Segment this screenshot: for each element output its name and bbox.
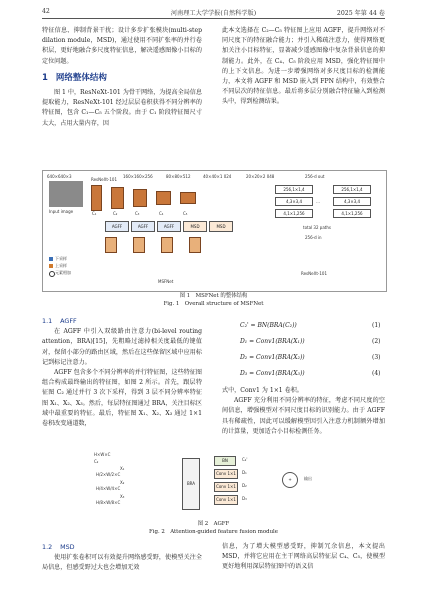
paths-label: total 32 paths (303, 225, 331, 230)
agff-right-text (222, 386, 385, 437)
out-c2p: C₂' (242, 457, 248, 462)
size-c2: 160×160×256 (123, 174, 153, 179)
agff-number: 1.1 (42, 317, 53, 325)
msd-number: 1.2 (42, 543, 53, 551)
left-column-top (42, 26, 202, 129)
msd-right-paragraph: 信息，为了增大模型感受野，抑制冗余信息，本文提出 MSD，并将它应用在主干网络高层特征层 C₄、C₅，使模型更好地利用深层特征图中的语义信 (222, 543, 385, 571)
legend-downsample: 下采样 (55, 256, 67, 261)
stage-block (91, 185, 102, 211)
fig1-caption-cn: 图 1 MSFNet 的整体结构 (179, 293, 248, 299)
agff-box: AGFF (131, 221, 155, 232)
msd-section-right (222, 542, 385, 573)
backbone-label: ResNeXt-101 (91, 177, 117, 182)
fig1-caption-en: Fig. 1 Overall structure of MSFNet (163, 301, 264, 307)
stage-block (133, 189, 147, 207)
size-c5: 20×20×2 048 (246, 174, 275, 179)
running-header (42, 6, 385, 18)
fig2-input-c2: C₂ (94, 459, 99, 464)
dim-x3: H/8×W/8×C (96, 500, 121, 505)
equation-1: C₂' = BN(BRA(C₂)) (240, 322, 297, 329)
conv-box: 4,1×1,256 (275, 209, 313, 218)
stage-block (111, 187, 124, 209)
agff-paragraph-1: 在 AGFF 中引入双级路由注意力(bi-level routing attention，BRA)[15]，先粗略过滤掉相关度最低的键值对，保留小部分的路由区域，然后在这些保留区域中应用标记到标记注意力。 (42, 328, 202, 366)
eq-number: (4) (372, 370, 381, 377)
msd-left-paragraph: 使用扩张卷积可以有效提升网络感受野，使模型关注全局信息，但感受野过大也会增加无效 (42, 554, 202, 572)
resnext-label: ResNeXt-101 (301, 271, 327, 276)
conv-box: 256,1×1,4 (275, 185, 313, 194)
conv-box: 256,1×1,4 (333, 185, 371, 194)
conv-box: Conv 1×1 (214, 495, 238, 505)
input-size: 640×640×3 (47, 174, 72, 179)
fpn-block (133, 237, 145, 253)
fpn-block (161, 237, 173, 253)
section-number: 1 (42, 72, 48, 83)
equation-2: D₁ = Conv1(BRA(X₁)) (240, 338, 305, 345)
msfnet-label: MSFNet (158, 279, 174, 284)
stage-block (180, 192, 196, 204)
conv-box: 4,1×1,256 (333, 209, 371, 218)
input-label: Input image (49, 209, 74, 214)
stage-c5: C₅ (183, 211, 188, 216)
journal-name: 河南理工大学学报(自然科学版) (170, 10, 257, 17)
equation-4: D₃ = Conv1(BRA(X₃)) (240, 370, 305, 377)
branch-x2: X₂ (120, 480, 125, 485)
legend-upsample: 上采样 (55, 263, 67, 268)
fpn-block (105, 237, 117, 253)
ellipsis: … (316, 199, 320, 204)
page-number: 42 (42, 8, 50, 15)
agff-box: AGFF (105, 221, 129, 232)
section-title: 网络整体结构 (55, 72, 107, 83)
size-c3: 80×80×512 (166, 174, 191, 179)
eq-number: (3) (372, 354, 381, 361)
stage-c4: C₄ (159, 211, 164, 216)
stage-c1: C₁ (92, 211, 97, 216)
block-in-label: 256-d in (305, 235, 322, 240)
fig2-top-dim: H×W×C (94, 452, 111, 457)
agff-title: AGFF (60, 317, 77, 325)
out-d2: D₂ (242, 483, 247, 488)
block-out-label: 256-d out (305, 174, 325, 179)
header-rule (42, 18, 385, 19)
output-label: 输出 (304, 476, 312, 481)
conv-box: 4,3×3,4 (333, 197, 371, 206)
out-d1: D₁ (242, 470, 247, 475)
dim-x1: H/2×W/2×C (96, 472, 121, 477)
fig2-caption-cn: 图 2 AGFF (197, 521, 230, 527)
bn-box: BN (214, 456, 236, 466)
agff-paragraph-2: AGFF 包含多个不同分辨率的并行特征图，这些特征图组合构成最终输出的特征图，如图 2 所示。首先，跟层特征图 C₂ 通过并行 3 次下采样，得到 3 层不同分辨率特征图 X₁、X₂、X₃。然后，每层特征图通过 BRA，关注目标区域中最重要的特征。最后，特征图 X₁、X₂、X₃ 通过 1×1 卷积改变通道数， (42, 369, 202, 428)
msd-heading (42, 542, 202, 553)
out-d3: D₃ (242, 496, 247, 501)
eq-number: (1) (372, 322, 381, 329)
branch-x3: X₃ (120, 494, 125, 499)
size-c4: 40×40×1 024 (203, 174, 232, 179)
eq-number: (2) (372, 338, 381, 345)
equation-3: D₂ = Conv1(BRA(X₂)) (240, 354, 305, 361)
downsample-marker (49, 257, 53, 261)
fpn-block (189, 237, 201, 253)
msd-box: MSD (183, 221, 207, 232)
volume-info: 2025 年第 44 卷 (336, 10, 385, 17)
stage-block (156, 191, 171, 205)
agff-box: AGFF (157, 221, 181, 232)
figure-2 (92, 452, 335, 518)
fig2-caption-en: Fig. 2 Attention-guided feature fusion module (149, 529, 278, 535)
legend-add: 元素相加 (55, 270, 71, 275)
conv-box: Conv 1×1 (214, 469, 238, 479)
msd-title: MSD (60, 543, 75, 551)
right-paragraph: 此本文选择在 C₂—C₅ 特征图上应用 AGFF，提升网络对不同尺度下的特征融合能力；并引入稀疏注意力，使得网络更加关注小目标特征，显著减少遥感图像中复杂背景信息的抑制能力。此外，在 C₄、C₅ 阶段应用 MSD，强化特征图中的上下文信息。为进一步增强网络对多尺度目标的检测能力，本文将 AGFF 和 MSD 嵌入到 FPN 结构中，有效整合不同层次的特征信息。最后将多层分别融合特征输入到检测头中，得到检测结果。 (222, 27, 385, 106)
intro-text: 特征信息、抑制背景干扰；设计多步扩张模块(multi-step dilation module，MSD)，通过使用不同扩张率的并行卷积层，更好地融合多尺度特征信息，解决遥感图像小目标的定位问题。 (42, 27, 202, 65)
add-node: + (282, 472, 298, 488)
agff-section (42, 312, 202, 429)
section-1-paragraph: 图 1 中，ResNeXt-101 为骨干网络，为提高全局信息提取能力，ResNeXt-101 经过层层卷积获得不同分辨率的特征图，包含 C₁—C₅ 五个阶段。由于 C₁ 阶段特征图尺寸太大，占用大量内存，因 (42, 89, 202, 127)
msd-section-left (42, 542, 202, 574)
upsample-marker (49, 264, 53, 268)
msd-box: MSD (209, 221, 233, 232)
bra-box: BRA (182, 458, 200, 510)
dim-x2: H/4×W/4×C (96, 486, 121, 491)
conv-box: 4,3×3,4 (275, 197, 313, 206)
conv-box: Conv 1×1 (214, 482, 238, 492)
figure-1 (42, 170, 387, 292)
input-image (49, 181, 83, 207)
conv1-note: 式中，Conv1 为 1×1 卷积。 (222, 387, 303, 394)
stage-c2: C₂ (113, 211, 118, 216)
section-1-heading (42, 73, 202, 84)
agff-heading (42, 316, 202, 327)
branch-x1: X₁ (120, 466, 125, 471)
stage-c3: C₃ (135, 211, 140, 216)
right-column-top (222, 26, 385, 108)
agff-right-paragraph: AGFF 充分利用不同分辨率的特征，考虑不同尺度的空间信息，增强模型对不同尺度目标的识别能力。由于 AGFF 具有稀疏性，因此可以缓解模型因引入注意力机制额外增加的计算量，更加适合小目标检测任务。 (222, 397, 385, 435)
